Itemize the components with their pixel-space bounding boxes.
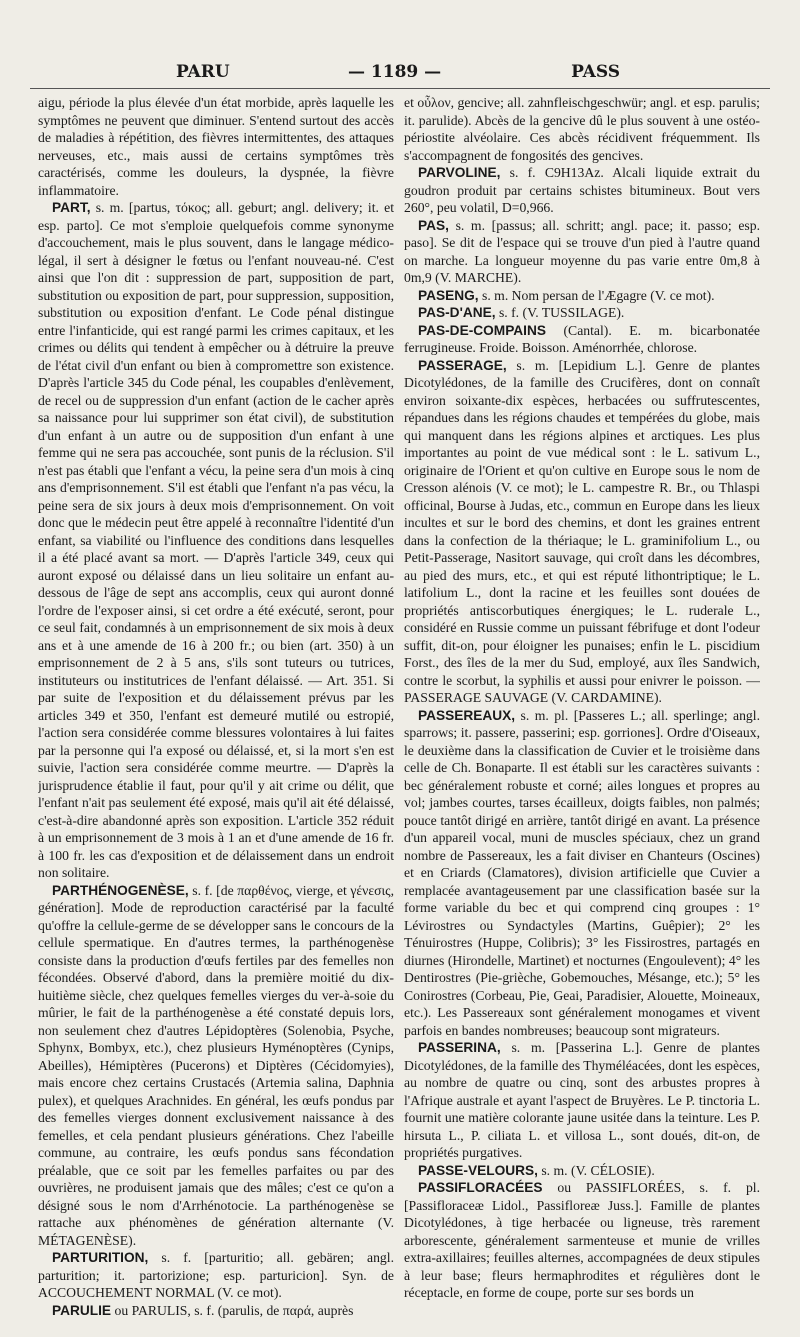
entry-body: s. m. [Lepidium L.]. Genre de plantes Dicotylédones, de la famille des Crucifères, dont on connaît environ soixante-dix espèces, herbacées ou suffrutescentes, répandues dans les régions chaudes et tempérées du globe, mais qui manquent dans les régions alpines et arctiques. Les plus importantes au point de vue médical sont : le L. sativum L., originaire de l'Orient et qu'on cultive en Europe sous le nom de Cresson alénois (V. ce mot); le L. campestre R. Br., ou Thlaspi officinal, Bourse à Judas, etc., commun en Europe dans les lieux incultes et sur le bord des chemins, et dont les graines entrent dans la confection de la thériaque; le L. graminifolium L., ou Petit-Passerage, Nasitort sauvage, qui croît dans les décombres, au pied des murs, etc., et qui est réputé lithontriptique; le L. latifolium L., dont la racine et les feuilles sont douées de propriétés antiscorbutiques énergiques; le L. ruderale L., considéré en Russie comme un puissant fébrifuge et dont l'odeur suffit, dit-on, pour éloigner les punaises; enfin le L. piscidium Forst., des îles de la mer du Sud, employé, aux îles Sandwich, contre le scorbut, la syphilis et aussi pour enivrer le poisson. — PASSERAGE SAUVAGE (V. CARDAMINE). (404, 357, 760, 705)
entry-headword: PASSERAGE, (418, 357, 507, 373)
entry-pas (404, 217, 760, 287)
entry-headword: PASSERINA, (418, 1040, 501, 1055)
entry-body: s. f. [parturitio; all. gebären; angl. parturition; it. partorizione; esp. parturicion]. Syn. de ACCOUCHEMENT NORMAL (V. ce mot). (38, 1250, 394, 1300)
entry-parvoline (404, 164, 760, 217)
entry-headword: PARTURITION, (52, 1250, 149, 1265)
entry-passerina (404, 1039, 760, 1162)
left-column (38, 94, 394, 1324)
entry-continuation (38, 94, 394, 199)
entry-body: s. f. [de παρθένος, vierge, et γένεσις, génération]. Mode de reproduction caractérisé par la faculté qu'offre la cellule-germe de se développer sans le concours de la cellule spermatique. En d'autres termes, la parthénogenèse consiste dans la production d'œufs fertiles par des femelles non fécondées. Observé d'abord, dans la première moitié du dix-huitième siècle, chez quelques femelles vierges du ver-à-soie du mûrier, le fait de la parthénogenèse a été constaté depuis lors, non seulement chez d'autres Lépidoptères (Solenobia, Psyche, Sphynx, Bombyx, etc.), chez plusieurs Hyménoptères (Cynips, Abeilles), Hémiptères (Pucerons) et Diptères (Cécidomyies), mais encore chez certains Crustacés (Artemia salina, Daphnia pulex), et quelques Arachnides. En général, les œufs pondus par des femelles vierges donnent exclusivement naissance à des femelles, et cela pendant plusieurs générations. Chez l'abeille commune, au contraire, les œufs pondus sans fécondation préalable, que ce soit par les femelles parfaites ou par des ouvrières, ne produisent jamais que des mâles; c'est ce qu'on a désigné sous le nom d'Arrhénotocie. La parthénogenèse se rattache aux phénomènes de génération alternante (V. MÉTAGENÈSE). (38, 882, 394, 1248)
entry-headword: PASENG, (418, 287, 479, 303)
entry-pas-d-ane (404, 304, 760, 322)
entry-body: (Cantal). E. m. bicarbonatée ferrugineuse. Froide. Boisson. Aménorrhée, chlorose. (404, 322, 760, 355)
entry-continuation (404, 94, 760, 164)
page-number: — 1189 — (348, 62, 442, 82)
entry-body: et οὖλον, gencive; all. zahnfleischgeschwür; angl. et esp. parulis; it. parulide). Abcès de la gencive dû le plus souvent à une ostéo-périostite alvéolaire. Ces abcès récidivent fréquemment. Ils s'accompagnent de fongosités des gencives. (404, 95, 760, 163)
entry-body: s. m. pl. [Passeres L.; all. sperlinge; angl. sparrows; it. passere, passerini; esp. gorriones]. Ordre d'Oiseaux, le deuxième dans la classification de Cuvier et le troisième dans celle de Ch. Bonaparte. Il est établi sur les caractères suivants : bec généralement robuste et corné; ailes longues et propres au vol; jambes courtes, tarses écailleux, doigts faibles, non palmés; pouce tantôt dirigé en arrière, tantôt dirigé en avant. La présence d'un appareil vocal, muni de muscles spéciaux, chez un grand nombre de Passereaux, les a fait diviser en Chanteurs (Oscines) et en Criards (Clamatores), division artificielle que Cuvier a remplacée avantageusement par une classification basée sur la forme variable du bec et qui comprend cinq groupes : 1° Lévirostres ou Syndactyles (Martins, Guêpier); 2° les Ténuirostres (Huppe, Colibris); 3° les Fissirostres, partagés en diurnes (Hirondelle, Martinet) et nocturnes (Engoulevent); 4° les Dentirostres (Pie-grièche, Gobemouches, Mésange, etc.); 5° les Conirostres (Corbeau, Pie, Geai, Paradisier, Alouette, Moineaux, etc.). Les Passereaux sont généralement monogames et vivent parfois en bandes nombreuses; beaucoup sont migrateurs. (404, 707, 760, 1038)
entry-pas-de-compains (404, 322, 760, 357)
entry-parturition (38, 1249, 394, 1302)
entry-passerage (404, 357, 760, 707)
entry-body: s. m. (V. CÉLOSIE). (541, 1162, 655, 1178)
running-header (30, 62, 770, 86)
entry-body: ou PARULIS, s. f. (parulis, de παρά, auprès (114, 1302, 354, 1318)
entry-body: s. m. Nom persan de l'Ægagre (V. ce mot). (482, 287, 715, 303)
entry-headword: PARVOLINE, (418, 165, 501, 180)
entry-headword: PASSEREAUX, (418, 707, 516, 723)
entry-body: s. m. [partus, τόκος; all. geburt; angl. delivery; it. et esp. parto]. Ce mot s'emploie quelquefois comme synonyme d'accouchement, mais le plus souvent, dans le langage médico-légal, il sert à désigner le fœtus ou l'enfant nouveau-né. C'est ainsi que l'on dit : suppression de part, supposition de part, substitution ou exposition de part, pour suppression, supposition, substitution ou exposition d'enfant. Le Code pénal distingue entre l'infanticide, qui est rangé parmi les crimes capitaux, et les crimes ou délits qui tendent à empêcher ou à détruire la preuve de l'état civil d'un enfant ou bien à compromettre son existence. D'après l'article 345 du Code pénal, les coupables d'enlèvement, de recel ou de suppression d'un enfant (action de le cacher après sa naissance pour lui supprimer son état civil), de substitution d'un enfant à un autre ou de supposition d'un enfant à une femme qui ne sera pas accouchée, sont punis de la réclusion. S'il n'est pas établi que l'enfant a vécu, la peine sera d'un mois à cinq ans d'emprisonnement. S'il est établi que l'enfant n'a pas vécu, la peine sera de six jours à deux mois d'emprisonnement. On voit donc que le médecin peut être appelé à reconnaître l'identité d'un enfant, sa viabilité ou l'influence des conditions dans lesquelles il a été placé avant sa mort. — D'après l'article 349, ceux qui auront exposé ou délaissé dans un lieu solitaire un enfant au-dessous de l'âge de sept ans accomplis, ceux qui auront donné l'ordre de l'exposer ainsi, si cet ordre a été exécuté, seront, pour ce seul fait, condamnés à un emprisonnement de six mois à deux ans et à une amende de 16 à 200 fr.; ou bien (art. 350) à un emprisonnement de 2 à 5 ans, s'ils sont tuteurs ou tutrices, instituteurs ou institutrices de l'enfant délaissé. — Art. 351. Si par suite de l'exposition et du délaissement prévus par les articles 349 et 350, l'enfant est demeuré mutilé ou estropié, l'action sera considérée comme blessures volontaires à lui faites par la personne qui l'a exposé ou délaissé, et, si la mort s'en est suivie, l'action sera considérée comme meurtre. — D'après la jurisprudence établie il faut, pour qu'il y ait crime ou délit, que l'enfant n'ait pas seulement été exposé, mais qu'il ait été délaissé, c'est-à-dire abandonné après son exposition. L'article 352 réduit à un emprisonnement de 3 mois à 1 an et d'une amende de 16 fr. à 100 fr. les cas d'exposition et de délaissement dans un endroit non solitaire. (38, 200, 394, 880)
entry-headword: PAS-D'ANE, (418, 305, 496, 320)
right-column (404, 94, 760, 1324)
entry-headword: PASSE-VELOURS, (418, 1162, 538, 1178)
entry-body: s. f. (V. TUSSILAGE). (498, 305, 625, 320)
entry-body: s. m. [passus; all. schritt; angl. pace; it. passo; esp. paso]. Se dit de l'espace qui se trouve d'un pied à l'autre quand on marche. La longueur moyenne du pas varie entre 0m,8 à 0m,9 (V. MARCHE). (404, 217, 760, 285)
entry-parulie (38, 1302, 394, 1320)
header-rule (30, 88, 770, 89)
entry-passereaux (404, 707, 760, 1040)
entry-body: aigu, période la plus élevée d'un état morbide, après laquelle les symptômes ne peuvent que diminuer. S'entend surtout des accès de maladies à répétition, des fièvres intermittentes, des attaques nerveuses, etc., mais aussi de certains symptômes très caractérisés, comme les douleurs, la dyspnée, la fièvre inflammatoire. (38, 95, 394, 198)
entry-headword: PARULIE (52, 1302, 112, 1318)
header-right-guide-word: PASS (571, 62, 620, 82)
entry-headword: PART, (52, 200, 91, 215)
entry-body: ou PASSIFLORÉES, s. f. pl. [Passifloraceæ Lidol., Passifloreæ Juss.]. Famille de plantes Dicotylédones, à tige herbacée ou ligneuse, très rarement arborescente, généralement sarmenteuse et munie de vrilles extra-axillaires; feuilles alternes, accompagnées de deux stipules à leur base; fleurs hermaphrodites et régulières dont le réceptacle, en forme de coupe, porte sur ses bords un (404, 1180, 760, 1300)
entry-body: s. f. C9H13Az. Alcali liquide extrait du goudron produit par certains schistes bitumineux. Bout vers 260°, peu volatil, D=0,966. (404, 165, 760, 215)
entry-passifloracees (404, 1179, 760, 1302)
entry-headword: PAS, (418, 217, 449, 233)
entry-parthenogenese (38, 882, 394, 1250)
entry-headword: PASSIFLORACÉES (418, 1180, 543, 1195)
entry-headword: PAS-DE-COMPAINS (418, 322, 547, 338)
header-left-guide-word: PARU (176, 62, 230, 82)
entry-paseng (404, 287, 760, 305)
entry-body: s. m. [Passerina L.]. Genre de plantes Dicotylédones, de la famille des Thyméléacées, dont les espèces, au nombre de quatre ou cinq, sont des arbustes propres à l'Afrique australe et ayant l'aspect de Bruyères. Le P. tinctoria L. fournit une matière colorante jaune usitée dans la teinture. Les P. hirsuta L., P. ciliata L. et villosa L., sont doués, dit-on, de propriétés purgatives. (404, 1040, 760, 1160)
entry-headword: PARTHÉNOGENÈSE, (52, 882, 189, 898)
entry-passe-velours (404, 1162, 760, 1180)
entry-part (38, 199, 394, 882)
